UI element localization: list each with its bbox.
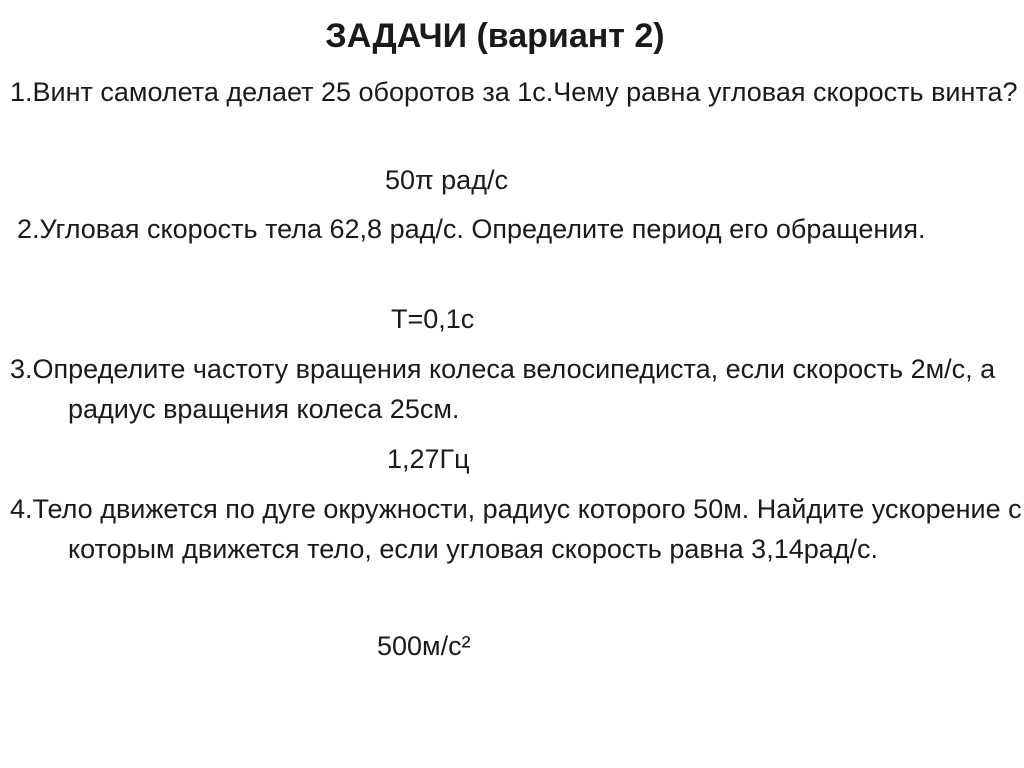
task-2-answer: Т=0,1с (391, 304, 475, 334)
task-2-question: 2.Угловая скорость тела 62,8 рад/с. Определите период его обращения. (17, 214, 926, 244)
task-1-question: 1.Винт самолета делает 25 оборотов за 1с.Чему равна угловая скорость винта? (10, 77, 1018, 107)
task-3-answer: 1,27Гц (387, 444, 470, 474)
task-4-answer: 500м/с² (377, 631, 471, 661)
slide-title: ЗАДАЧИ (вариант 2) (325, 17, 665, 55)
task-1-answer: 50π рад/с (385, 165, 508, 195)
task-3-question: 3.Определите частоту вращения колеса велосипедиста, если скорость 2м/с, а радиус вращения колеса 25см. (10, 354, 996, 424)
task-4-question: 4.Тело движется по дуге окружности, радиус которого 50м. Найдите ускорение с которым движется тело, если угловая скорость равна 3,14рад/с. (10, 494, 1022, 564)
